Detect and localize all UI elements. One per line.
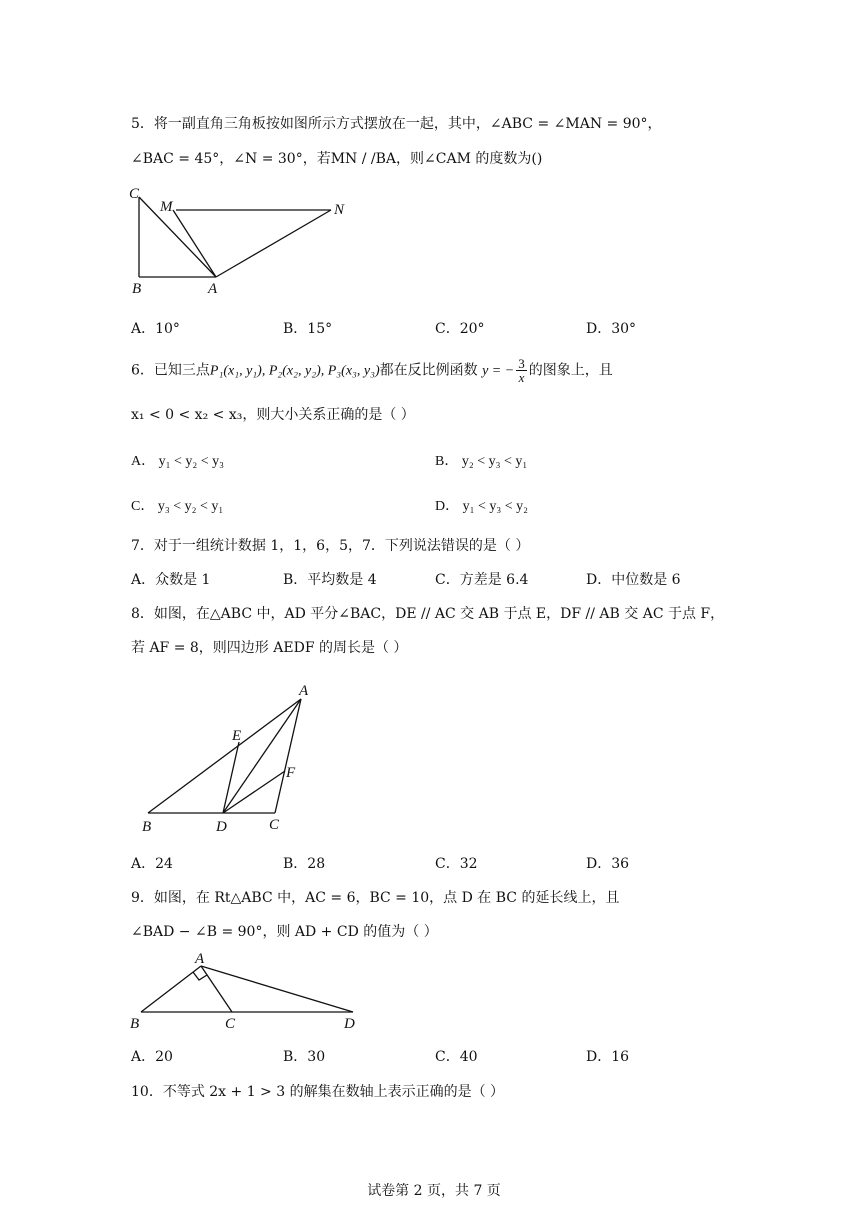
q9-right-angle-mark (193, 972, 207, 980)
q8-seg-DA (223, 699, 301, 813)
q5-figure (125, 180, 365, 300)
q8-option-a: A．24 (131, 856, 173, 872)
q8-seg-BA (148, 699, 301, 813)
q5-label-B: B (132, 281, 142, 297)
q9-option-a: A．20 (131, 1049, 173, 1065)
q6-option-d: D． y₁ < y₃ < y₂ (435, 499, 529, 514)
q5-seg-MA (173, 210, 216, 277)
q9-label-D: D (344, 1016, 355, 1032)
q8-stem-line1: 8．如图，在△ABC 中，AD 平分∠BAC，DE // AC 交 AB 于点 E，DF // AB 交 AC 于点 F， (131, 606, 725, 622)
q9-stem-line1: 9．如图，在 Rt△ABC 中，AC = 6，BC = 10，点 D 在 BC 的延长线上，且 (131, 890, 620, 906)
q5-option-a: A．10° (131, 321, 180, 337)
q10-stem-line1: 10．不等式 2x + 1 > 3 的解集在数轴上表示正确的是（ ） (131, 1084, 505, 1100)
q5-seg-CA (139, 197, 216, 277)
q9-stem-line2: ∠BAD − ∠B = 90°，则 AD + CD 的值为（ ） (131, 924, 438, 940)
q8-option-b: B．28 (283, 856, 326, 872)
q9-seg-BA (141, 966, 201, 1012)
q8-label-F: F (286, 765, 296, 781)
q5-option-c: C．20° (435, 321, 485, 337)
q6-option-b: B． y₂ < y₃ < y₁ (435, 454, 528, 469)
q8-label-A: A (299, 683, 309, 699)
q6-frac-den: x (518, 370, 525, 385)
q8-label-C: C (269, 817, 280, 833)
q6-stem-mid: 都在反比例函数 (379, 362, 478, 379)
q5-stem-line1: 5．将一副直角三角板按如图所示方式摆放在一起，其中，∠ABC = ∠MAN = 90°， (131, 116, 662, 132)
q8-option-c: C．32 (435, 856, 478, 872)
q5-option-b: B．15° (283, 321, 333, 337)
q5-seg-NA (216, 210, 331, 277)
q6-stem-line1 (131, 357, 613, 384)
q7-option-b: B．平均数是 4 (283, 572, 377, 588)
q8-seg-DF (223, 771, 285, 813)
q9-label-B: B (130, 1016, 140, 1032)
q8-label-E: E (232, 728, 242, 744)
q8-label-D: D (216, 819, 227, 835)
q6-stem-pre: 6．已知三点 (131, 362, 210, 379)
q5-label-N: N (334, 202, 345, 218)
q6-option-a: A． y₁ < y₂ < y₃ (131, 454, 225, 469)
q6-stem-line2: x₁ < 0 < x₂ < x₃，则大小关系正确的是（ ） (131, 407, 415, 423)
q6-points: P₁(x₁, y₁), P₂(x₂, y₂), P₃(x₃, y₃) (209, 363, 380, 379)
q8-figure (125, 675, 325, 840)
q9-label-A: A (195, 951, 205, 967)
q9-option-d: D．16 (586, 1049, 630, 1065)
q8-option-d: D．36 (586, 856, 630, 872)
q5-label-M: M (160, 199, 173, 215)
q5-label-A: A (208, 281, 218, 297)
q6-stem-post: 的图象上，且 (528, 362, 613, 379)
q9-seg-AD (201, 966, 353, 1012)
q9-label-C: C (225, 1016, 236, 1032)
q6-fraction (516, 357, 527, 384)
q8-stem-line2: 若 AF = 8，则四边形 AEDF 的周长是（ ） (131, 640, 408, 656)
q7-option-d: D．中位数是 6 (586, 572, 681, 588)
q6-func-lhs: y = − (482, 363, 515, 379)
q7-option-a: A．众数是 1 (131, 572, 211, 588)
page-footer: 试卷第 2 页，共 7 页 (367, 1183, 501, 1199)
q9-option-c: C．40 (435, 1049, 478, 1065)
q7-option-c: C．方差是 6.4 (435, 572, 529, 588)
q9-seg-AC (201, 966, 232, 1012)
q9-option-b: B．30 (283, 1049, 326, 1065)
q6-frac-num: 3 (518, 356, 525, 371)
q9-figure (125, 948, 370, 1036)
q5-option-d: D．30° (586, 321, 637, 337)
q6-option-c: C． y₃ < y₂ < y₁ (131, 499, 224, 514)
q8-label-B: B (142, 819, 152, 835)
q5-stem-line2: ∠BAC = 45°，∠N = 30°，若MN / /BA，则∠CAM 的度数为() (131, 151, 543, 167)
q7-stem-line1: 7．对于一组统计数据 1，1，6，5，7．下列说法错误的是（ ） (131, 538, 530, 554)
q5-label-C: C (129, 186, 140, 202)
